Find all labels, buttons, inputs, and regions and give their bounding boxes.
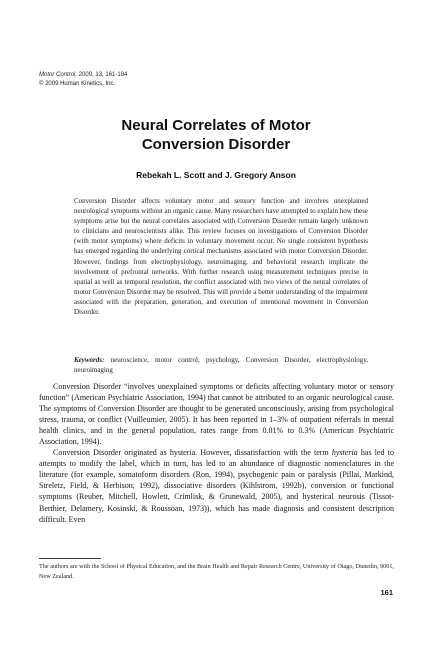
- copyright-line: © 2009 Human Kinetics, Inc.: [39, 81, 116, 87]
- keywords-label: Keywords:: [74, 356, 105, 364]
- article-title: [0, 116, 432, 154]
- abstract: Conversion Disorder affects voluntary motor and sensory function and involves unexplained neurological symptoms without an organic cause. Many researchers have attempted to explain how these symptoms arise but the neural correlates associated with Conversion Disorder remain largely unknown to clinicians and neuroscientists alike. This review focuses on investigations of Conversion Disorder (with motor symptoms) where deficits in voluntary movement occur. No single consistent hypothesis has emerged regarding the underlying cortical mechanisms associated with motor Conversion Disorder. However, findings from electrophysiology, neuroimaging, and behavioral research implicate the involvement of prefrontal networks. With further research using measurement techniques precise in spatial as well as temporal resolution, the conflict associated with two views of the neural correlates of motor Conversion Disorder may be resolved. This will provide a better understanding of the impairment associated with the preparation, generation, and execution of intentional movement in Conversion Disorder.: [74, 197, 368, 317]
- author-affiliation-footnote: The authors are with the School of Physical Education, and the Brain Health and Repair Research Centre, University of Otago, Dunedin, 9001, New Zealand.: [39, 563, 394, 580]
- volume-pages: 2009, 13, 161-184: [77, 72, 128, 78]
- paragraph-2-end: has led to attempts to modify the label, which in turn, has led to an abundance of diagnostic nomenclatures in the literature (for example, somatoform disorders (Ron, 1994), psychogenic pain or paralysis (Pillai, Markind, Streletz, Field, & Herbison, 1992), dissociative disorders (Kihlstrom, 1992b), conversion or functional symptoms (Reuber, Mitchell, Howlett, Crimlisk, & Grunewald, 2005), and hysterical neurosis (Tissot-Berthier, Delamery, Kosinski, & Roussoan, 1973)), which has made diagnosis and consistent description difficult. Even: [39, 448, 394, 524]
- running-head: [39, 71, 399, 89]
- body-text: [39, 381, 394, 525]
- footnote-divider: [39, 558, 101, 559]
- citation-line: [39, 71, 399, 80]
- title-line-1: Neural Correlates of Motor: [121, 117, 311, 134]
- body-paragraph-1: Conversion Disorder “involves unexplained symptoms or deficits affecting voluntary motor or sensory function” (American Psychiatric Association, 1994) that cannot be attributed to an organic neurological cause. The symptoms of Conversion Disorder are thought to be generated unconsciously, arising from psychological stress, trauma, or conflict (Vuilleumier, 2005). It has been reported in 1–3% of outpatient referrals in mental health clinics, and in the general population, rates range from 0.01% to 0.3% (American Psychiatric Association, 1994).: [39, 382, 394, 447]
- author-list: Rebekah L. Scott and J. Gregory Anson: [136, 170, 296, 180]
- emphasized-term: hysteria: [331, 448, 358, 458]
- keywords-text: neuroscience, motor control, psychology, Conversion Disorder, electrophysiology, neuroimaging: [74, 356, 368, 375]
- page-number: 161: [380, 588, 393, 597]
- journal-name: Motor Control,: [39, 72, 78, 78]
- paragraph-2-start: Conversion Disorder originated as hysteria. However, dissatisfaction with the term: [53, 448, 332, 458]
- keywords: [74, 355, 368, 375]
- body-paragraph-2: [39, 447, 394, 524]
- title-line-2: Conversion Disorder: [141, 136, 291, 153]
